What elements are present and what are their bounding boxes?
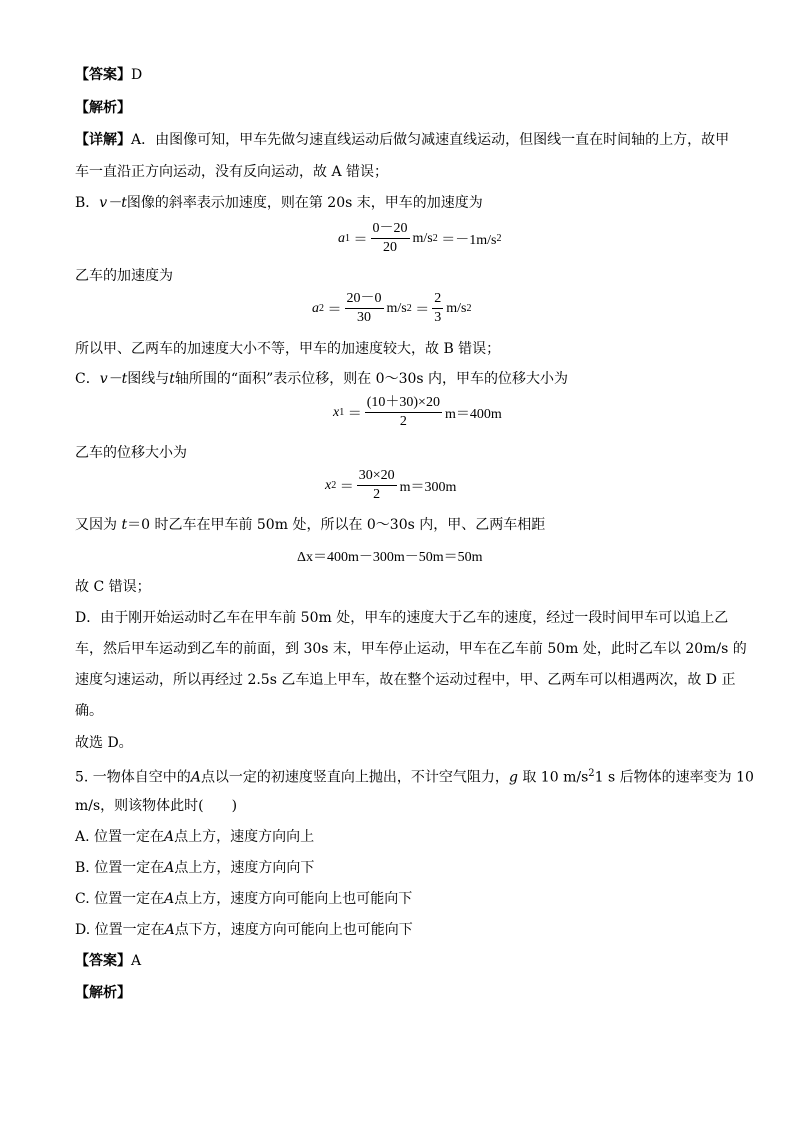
answer-value: D [131, 67, 143, 83]
detail-b-line3: 所以甲、乙两车的加速度大小不等，甲车的加速度较大，故 B 错误； [75, 341, 501, 357]
analysis-label: 【解析】 [75, 100, 131, 116]
detail-d-line3: 速度匀速运动，所以再经过 2.5s 乙车追上甲车，故在整个运动过程中，甲、乙两车可以相遇两次，故 D 正 [75, 672, 736, 688]
question5-line1: 5. 一物体自空中的A点以一定的初速度竖直向上抛出，不计空气阻力，g 取 10 $m/s^21$ s 后物体的速率变为 10 [75, 768, 754, 786]
answer-label: 【答案】 [75, 67, 131, 83]
detail-c-line1: C．v－t图线与t轴所围的“面积”表示位移，则在 0～30s 内，甲车的位移大小为 [75, 371, 569, 387]
option-b: B. 位置一定在A点上方，速度方向向下 [75, 860, 315, 876]
detail-d-line2: 车，然后甲车运动到乙车的前面，到 30s 末，甲车停止运动，甲车在乙车前 50m 处，此时乙车以 20m/s 的 [75, 641, 747, 657]
equation-x2: x 2 ＝ $\frac{30\times 20}{2}$ m＝300m [325, 468, 457, 502]
analysis2-label: 【解析】 [75, 985, 131, 1001]
option-d: D. 位置一定在A点下方，速度方向可能向上也可能向下 [75, 922, 413, 938]
detail-a-line1: 【详解】A．由图像可知，甲车先做匀速直线运动后做匀减速直线运动，但图线一直在时间轴的上方，故甲 [75, 132, 730, 148]
option-a: A. 位置一定在A点上方，速度方向向上 [75, 829, 315, 845]
equation-delta-x: Δx＝400m－300m－50m＝50m [297, 550, 483, 565]
answer2-label: 【答案】 [75, 953, 131, 969]
detail-b-line2: 乙车的加速度为 [75, 268, 173, 284]
equation-a1: a 1 ＝ $\frac{0-20}{20}$ m/s 2 ＝－1m/s 2 [338, 221, 502, 255]
choose-line: 故选 D。 [75, 735, 133, 751]
detail-c-line2: 乙车的位移大小为 [75, 445, 187, 461]
equation-a2: a 2 ＝ $\frac{20-0}{30}$ m/s 2 ＝ $\frac{2}{3}$ m/s 2 [312, 291, 472, 325]
detail-c-line3: 又因为 t＝0 时乙车在甲车前 50m 处，所以在 0～30s 内，甲、乙两车相距 [75, 517, 546, 533]
detail-d-line4: 确。 [75, 703, 103, 719]
detail-d-line1: D．由于刚开始运动时乙车在甲车前 50m 处，甲车的速度大于乙车的速度，经过一段时间甲车可以追上乙 [75, 610, 729, 626]
equation-x1: x 1 ＝ $\frac{(10+30)\times 20}{2}$ m＝400m [333, 395, 502, 429]
detail-b-line1: B．v－t图像的斜率表示加速度，则在第 20s 末，甲车的加速度为 [75, 195, 483, 211]
answer2-line [75, 951, 141, 971]
option-c: C. 位置一定在A点上方，速度方向可能向上也可能向下 [75, 891, 413, 907]
detail-c-line4: 故 C 错误； [75, 579, 151, 595]
question5-line2: m/s，则该物体此时( ) [75, 798, 238, 814]
answer-line [75, 65, 142, 85]
detail-a-line2: 车一直沿正方向运动，没有反向运动，故 A 错误； [75, 164, 389, 180]
answer2-value: A [131, 953, 142, 969]
detail-label: 【详解】 [75, 132, 131, 148]
